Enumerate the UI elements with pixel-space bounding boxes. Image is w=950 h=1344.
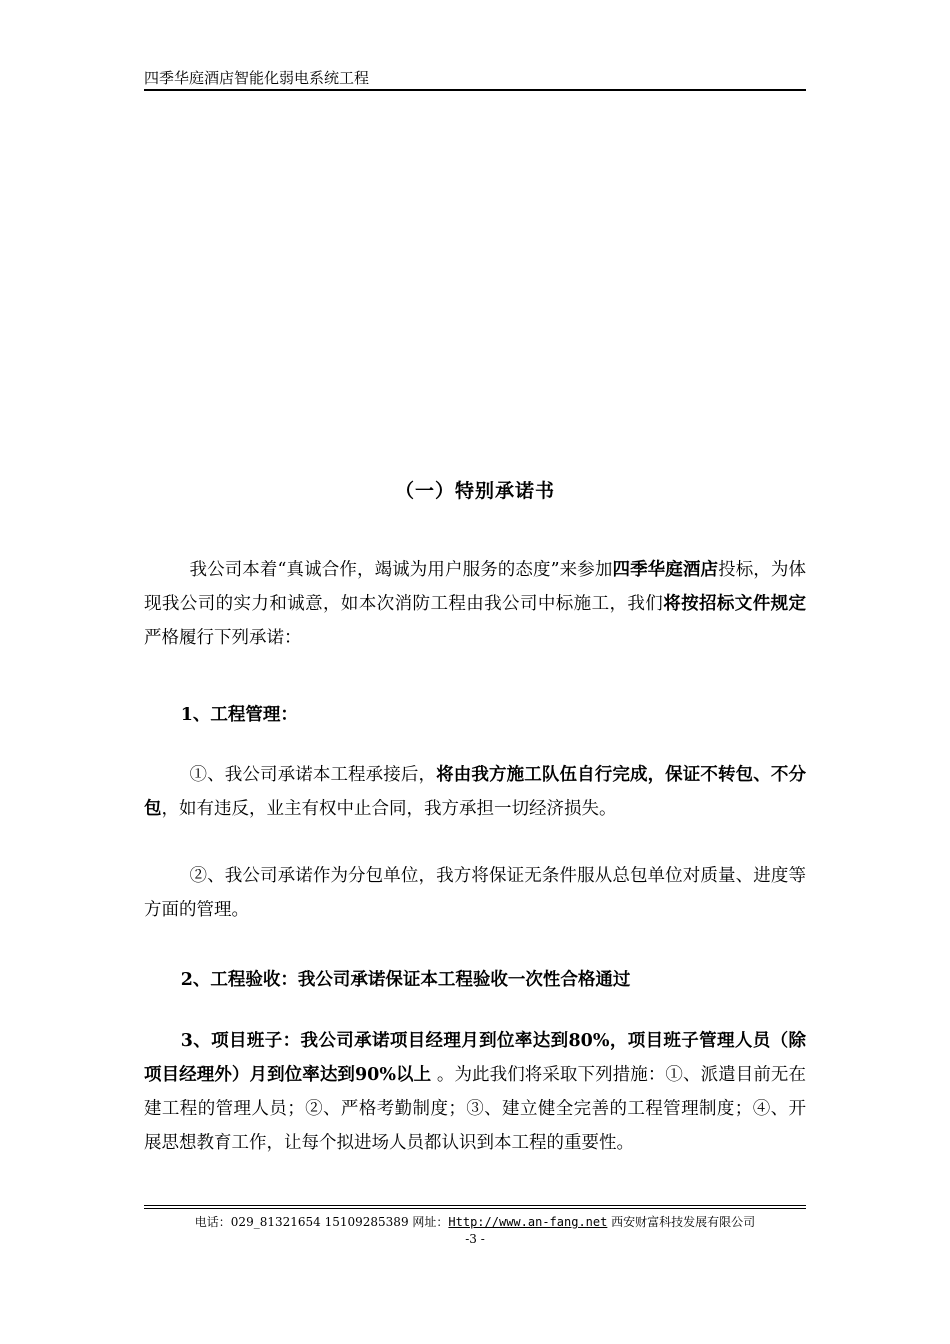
intro-text-5: 严格履行下列承诺：	[144, 628, 302, 648]
section1-item1	[144, 758, 806, 826]
section1-heading: 1、工程管理：	[180, 705, 298, 725]
footer-divider	[144, 1205, 806, 1206]
item1-text-3: ，如有违反，业主有权中止合同，我方承担一切经济损失。	[161, 799, 617, 819]
footer-divider-2	[144, 1208, 806, 1209]
footer-website-link[interactable]: Http://www.an-fang.net	[448, 1215, 608, 1229]
page-footer	[144, 1214, 806, 1230]
header-divider	[144, 89, 806, 91]
intro-text-3: 投标，为体现我公司的实力和诚意，如本次消防工程由我公司中标施工，我们	[144, 560, 807, 614]
intro-hotel-name: 四季华庭酒店	[612, 560, 719, 580]
page-number: -3 -	[465, 1232, 485, 1246]
item1-text-1: ①、我公司承诺本工程承接后，	[189, 765, 437, 785]
section2-heading: 2、工程验收：我公司承诺保证本工程验收一次性合格通过	[180, 970, 631, 990]
intro-text-1: 我公司本着“真诚合作，竭诚为用户服务的态度”来参加	[189, 560, 613, 580]
section3-text: 。为此我们将采取下列措施：①、派遣目前无在建工程的管理人员；②、严格考勤制度；③、建立健全完善的工程管理制度；④、开展思想教育工作，让每个拟进场人员都认识到本工程的重要性。	[144, 1065, 807, 1153]
section3-heading: 3、项目班子：我公司承诺项目经理月到位率达到80%，项目班子管理人员（除项目经理外）月到位率达到90%以上	[144, 1031, 806, 1085]
intro-paragraph	[144, 553, 806, 655]
page-title: （一）特别承诺书	[394, 480, 555, 502]
page-header: 四季华庭酒店智能化弱电系统工程	[144, 69, 370, 87]
intro-emphasis: 将按招标文件规定	[663, 594, 807, 614]
footer-contact: 电话：029_81321654 15109285389 网址：	[194, 1215, 449, 1229]
section1-item2: ②、我公司承诺作为分包单位，我方将保证无条件服从总包单位对质量、进度等方面的管理。	[144, 866, 806, 920]
footer-company: 西安财富科技发展有限公司	[607, 1215, 756, 1229]
section3-paragraph	[144, 1024, 806, 1160]
item1-emphasis: 将由我方施工队伍自行完成，保证不转包、不分包	[144, 765, 807, 819]
